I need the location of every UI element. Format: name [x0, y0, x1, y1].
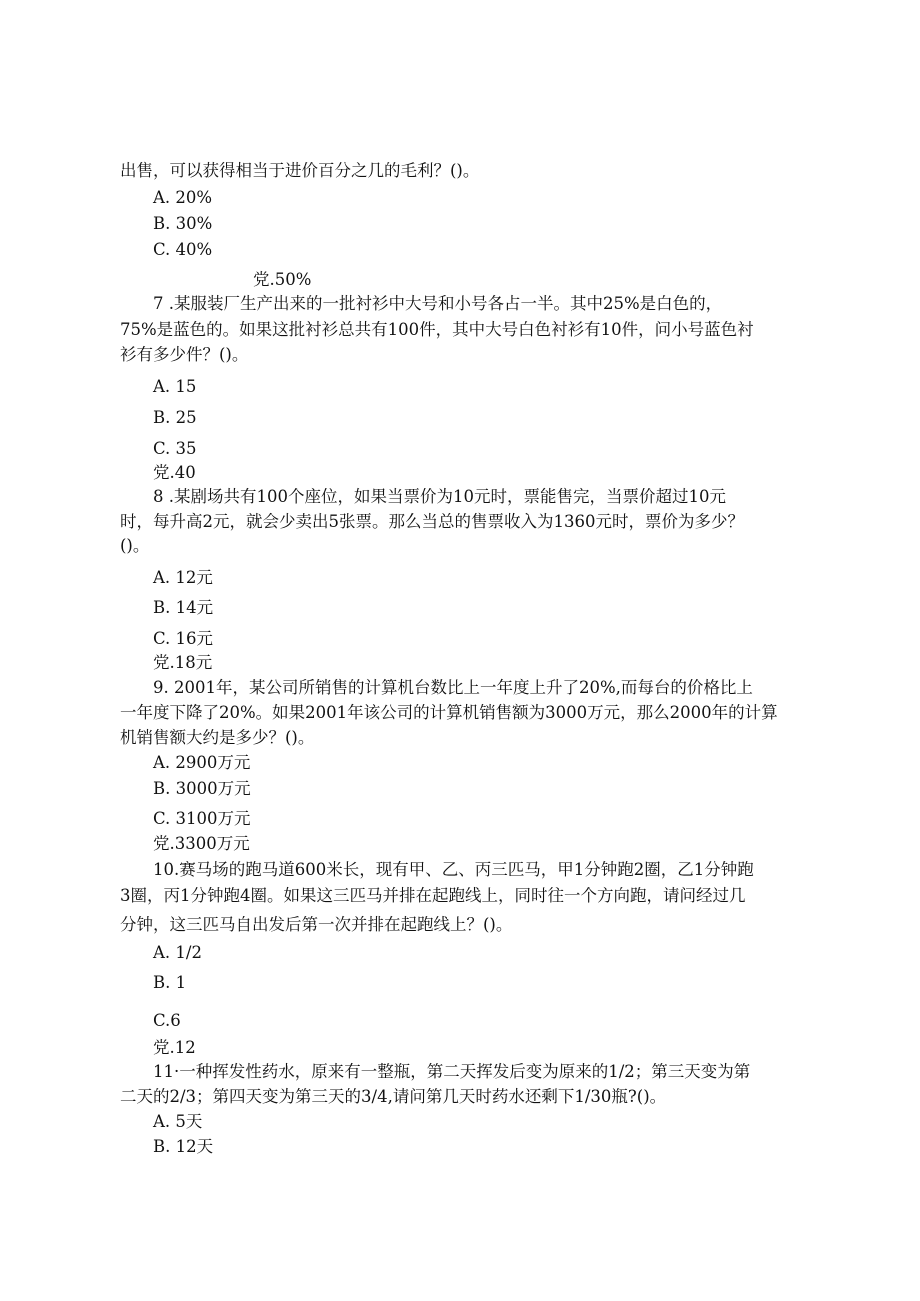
q8-option-a: A. 12元	[153, 568, 213, 587]
q10-stem-line-3: 分钟，这三匹马自出发后第一次并排在起跑线上？()。	[120, 915, 513, 934]
q6-option-d: 党.50%	[253, 270, 312, 289]
q9-stem-line-2: 一年度下降了20%。如果2001年该公司的计算机销售额为3000万元，那么2000年的计算	[120, 703, 778, 722]
q8-stem-line-1: 8 .某剧场共有100个座位，如果当票价为10元时，票能售完，当票价超过10元	[153, 487, 726, 506]
q7-stem-line-3: 衫有多少件？()。	[120, 345, 249, 364]
q6-stem-line-1: 出售，可以获得相当于进价百分之几的毛利？()。	[120, 161, 480, 180]
q10-stem-line-1: 10.赛马场的跑马道600米长，现有甲、乙、丙三匹马，甲1分钟跑2圈，乙1分钟跑	[153, 860, 754, 879]
q8-option-c: C. 16元	[153, 629, 214, 648]
q9-option-a: A. 2900万元	[153, 753, 251, 772]
q7-stem-line-2: 75%是蓝色的。如果这批衬衫总共有100件，其中大号白色衬衫有10件，问小号蓝色衬	[120, 320, 754, 339]
q6-option-c: C. 40%	[153, 240, 213, 259]
q8-option-d: 党.18元	[153, 653, 213, 672]
q10-option-a: A. 1/2	[153, 943, 202, 962]
q10-option-d: 党.12	[153, 1038, 196, 1057]
q10-option-b: B. 1	[153, 973, 187, 992]
q7-option-b: B. 25	[153, 408, 197, 427]
q8-stem-line-3: ()。	[120, 536, 150, 555]
q7-option-d: 党.40	[153, 463, 196, 482]
q9-option-c: C. 3100万元	[153, 809, 251, 828]
q9-option-b: B. 3000万元	[153, 779, 251, 798]
q11-stem-line-2: 二天的2/3；第四天变为第三天的3/4,请问第几天时药水还剩下1/30瓶?()。	[120, 1087, 667, 1106]
q9-stem-line-3: 机销售额大约是多少？()。	[120, 728, 315, 747]
q9-option-d: 党.3300万元	[153, 834, 250, 853]
q6-option-b: B. 30%	[153, 214, 213, 233]
q11-option-b: B. 12天	[153, 1137, 214, 1156]
q7-stem-line-1: 7 .某服装厂生产出来的一批衬衫中大号和小号各占一半。其中25%是白色的，	[153, 294, 723, 313]
q8-stem-line-2: 时，每升高2元，就会少卖出5张票。那么当总的售票收入为1360元时，票价为多少？	[120, 512, 744, 531]
q8-option-b: B. 14元	[153, 598, 214, 617]
q7-option-c: C. 35	[153, 439, 197, 458]
q6-option-a: A. 20%	[153, 188, 213, 207]
q10-option-c: C.6	[153, 1011, 181, 1030]
q7-option-a: A. 15	[153, 377, 197, 396]
q11-option-a: A. 5天	[153, 1112, 203, 1131]
q9-stem-line-1: 9. 2001年，某公司所销售的计算机台数比上一年度上升了20%,而每台的价格比上	[153, 678, 753, 697]
q11-stem-line-1: 11·一种挥发性药水，原来有一整瓶，第二天挥发后变为原来的1/2；第三天变为第	[153, 1062, 751, 1081]
q10-stem-line-2: 3圈，丙1分钟跑4圈。如果这三匹马并排在起跑线上，同时往一个方向跑，请问经过几	[120, 886, 746, 905]
